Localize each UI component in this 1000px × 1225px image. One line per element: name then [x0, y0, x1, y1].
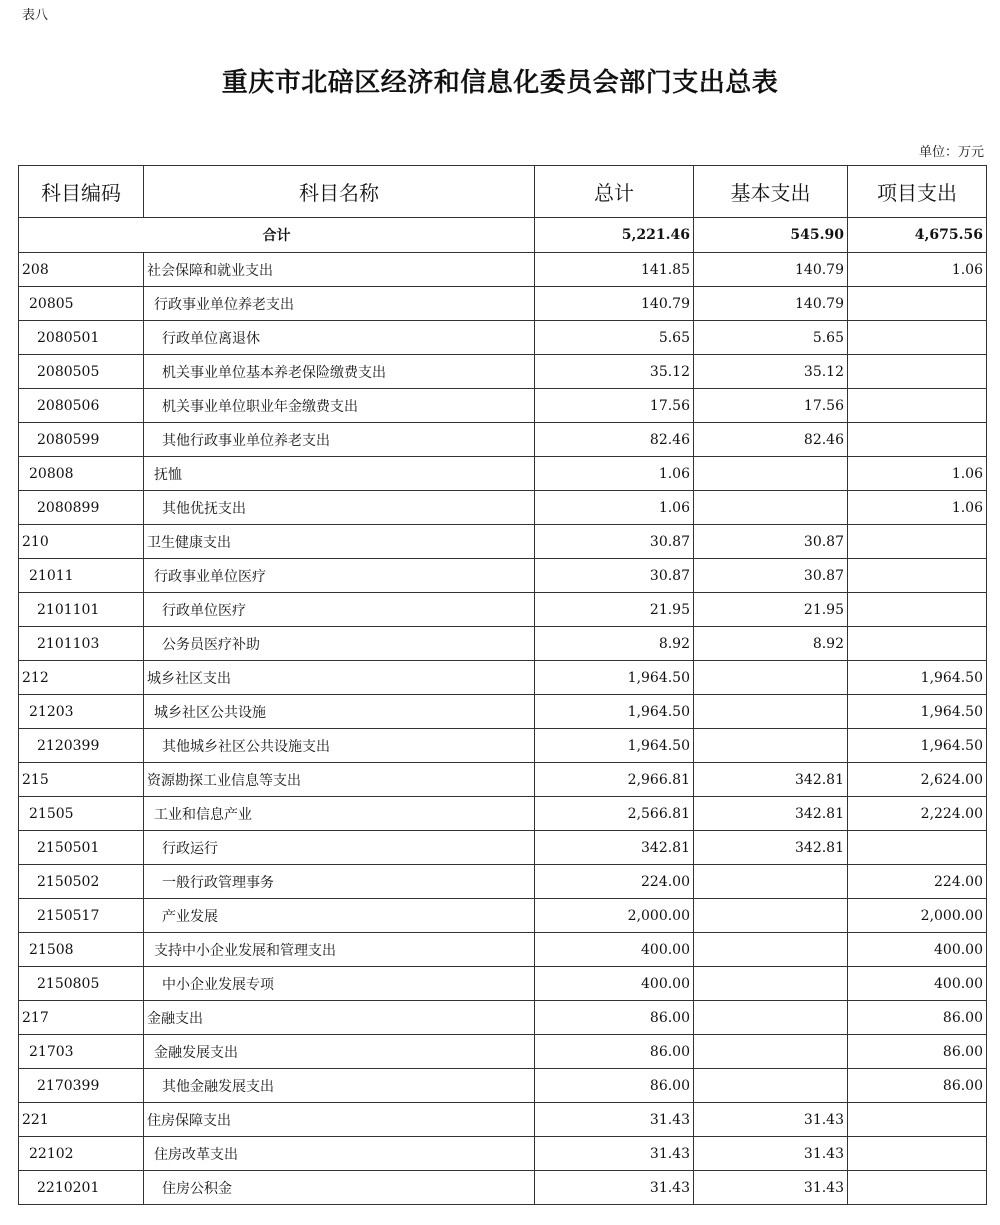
cell-basic	[694, 1035, 848, 1069]
cell-basic: 31.43	[694, 1171, 848, 1205]
cell-project: 86.00	[848, 1001, 987, 1035]
cell-code: 2150805	[19, 967, 144, 1001]
table-row	[19, 627, 987, 661]
cell-project	[848, 525, 987, 559]
cell-project	[848, 321, 987, 355]
cell-basic	[694, 1069, 848, 1103]
cell-total: 31.43	[535, 1103, 694, 1137]
table-row	[19, 1069, 987, 1103]
table-row	[19, 763, 987, 797]
cell-code: 2120399	[19, 729, 144, 763]
table-row	[19, 525, 987, 559]
cell-project: 86.00	[848, 1069, 987, 1103]
cell-total: 86.00	[535, 1035, 694, 1069]
cell-project: 1.06	[848, 457, 987, 491]
cell-total: 30.87	[535, 559, 694, 593]
cell-basic	[694, 865, 848, 899]
cell-total: 86.00	[535, 1001, 694, 1035]
cell-basic: 35.12	[694, 355, 848, 389]
cell-project: 1.06	[848, 253, 987, 287]
cell-name: 卫生健康支出	[144, 525, 535, 559]
table-row	[19, 559, 987, 593]
cell-name: 行政事业单位医疗	[144, 559, 535, 593]
cell-total: 2,000.00	[535, 899, 694, 933]
cell-code: 21011	[19, 559, 144, 593]
cell-name: 一般行政管理事务	[144, 865, 535, 899]
cell-basic	[694, 661, 848, 695]
cell-code: 2101103	[19, 627, 144, 661]
cell-name: 城乡社区公共设施	[144, 695, 535, 729]
expenditure-table	[18, 165, 987, 1205]
document-title: 重庆市北碚区经济和信息化委员会部门支出总表	[221, 68, 779, 98]
total-row	[19, 218, 987, 253]
cell-basic	[694, 729, 848, 763]
cell-basic: 5.65	[694, 321, 848, 355]
cell-basic	[694, 933, 848, 967]
cell-total: 1.06	[535, 491, 694, 525]
cell-project: 2,624.00	[848, 763, 987, 797]
cell-project	[848, 1103, 987, 1137]
cell-code: 2080506	[19, 389, 144, 423]
cell-code: 208	[19, 253, 144, 287]
total-sum: 5,221.46	[535, 218, 694, 253]
cell-code: 20805	[19, 287, 144, 321]
cell-code: 2150517	[19, 899, 144, 933]
total-label: 合计	[19, 218, 535, 253]
table-row	[19, 933, 987, 967]
cell-basic	[694, 899, 848, 933]
cell-project: 400.00	[848, 967, 987, 1001]
cell-code: 2170399	[19, 1069, 144, 1103]
cell-basic: 342.81	[694, 797, 848, 831]
cell-basic	[694, 491, 848, 525]
cell-code: 2210201	[19, 1171, 144, 1205]
cell-name: 社会保障和就业支出	[144, 253, 535, 287]
cell-total: 400.00	[535, 967, 694, 1001]
cell-basic: 342.81	[694, 763, 848, 797]
cell-basic: 30.87	[694, 525, 848, 559]
header-code: 科目编码	[19, 166, 144, 218]
table-row	[19, 287, 987, 321]
cell-total: 5.65	[535, 321, 694, 355]
cell-code: 215	[19, 763, 144, 797]
cell-basic: 31.43	[694, 1137, 848, 1171]
table-row	[19, 797, 987, 831]
cell-name: 中小企业发展专项	[144, 967, 535, 1001]
cell-name: 其他优抚支出	[144, 491, 535, 525]
cell-project: 2,224.00	[848, 797, 987, 831]
cell-project: 1,964.50	[848, 661, 987, 695]
table-number-label: 表八	[22, 8, 49, 23]
total-basic: 545.90	[694, 218, 848, 253]
cell-code: 21703	[19, 1035, 144, 1069]
cell-project	[848, 355, 987, 389]
cell-name: 住房改革支出	[144, 1137, 535, 1171]
cell-basic: 30.87	[694, 559, 848, 593]
table-row	[19, 1137, 987, 1171]
cell-code: 21508	[19, 933, 144, 967]
cell-name: 工业和信息产业	[144, 797, 535, 831]
cell-total: 140.79	[535, 287, 694, 321]
cell-code: 2080505	[19, 355, 144, 389]
cell-name: 住房保障支出	[144, 1103, 535, 1137]
cell-basic	[694, 695, 848, 729]
header-basic: 基本支出	[694, 166, 848, 218]
unit-label: 单位：万元	[918, 145, 984, 160]
header-total: 总计	[535, 166, 694, 218]
cell-project	[848, 389, 987, 423]
cell-code: 2080599	[19, 423, 144, 457]
table-row	[19, 355, 987, 389]
cell-basic	[694, 457, 848, 491]
cell-project: 400.00	[848, 933, 987, 967]
cell-total: 82.46	[535, 423, 694, 457]
header-project: 项目支出	[848, 166, 987, 218]
table-row	[19, 1035, 987, 1069]
cell-total: 1,964.50	[535, 661, 694, 695]
cell-project	[848, 287, 987, 321]
table-row	[19, 695, 987, 729]
cell-name: 行政事业单位养老支出	[144, 287, 535, 321]
cell-total: 1,964.50	[535, 729, 694, 763]
table-row	[19, 729, 987, 763]
table-row	[19, 1103, 987, 1137]
cell-total: 17.56	[535, 389, 694, 423]
cell-project	[848, 831, 987, 865]
cell-project: 2,000.00	[848, 899, 987, 933]
cell-name: 机关事业单位职业年金缴费支出	[144, 389, 535, 423]
table-row	[19, 865, 987, 899]
cell-name: 其他城乡社区公共设施支出	[144, 729, 535, 763]
cell-project	[848, 593, 987, 627]
cell-name: 行政运行	[144, 831, 535, 865]
cell-basic: 140.79	[694, 253, 848, 287]
cell-code: 2101101	[19, 593, 144, 627]
cell-name: 其他金融发展支出	[144, 1069, 535, 1103]
cell-basic: 31.43	[694, 1103, 848, 1137]
table-row	[19, 253, 987, 287]
cell-name: 行政单位医疗	[144, 593, 535, 627]
cell-total: 8.92	[535, 627, 694, 661]
cell-total: 342.81	[535, 831, 694, 865]
cell-name: 公务员医疗补助	[144, 627, 535, 661]
table-row	[19, 899, 987, 933]
cell-code: 2150502	[19, 865, 144, 899]
header-name: 科目名称	[144, 166, 535, 218]
header-row	[19, 166, 987, 218]
cell-name: 资源勘探工业信息等支出	[144, 763, 535, 797]
cell-code: 2080899	[19, 491, 144, 525]
cell-name: 城乡社区支出	[144, 661, 535, 695]
cell-project	[848, 423, 987, 457]
cell-code: 2080501	[19, 321, 144, 355]
table-row	[19, 423, 987, 457]
total-project: 4,675.56	[848, 218, 987, 253]
cell-code: 22102	[19, 1137, 144, 1171]
cell-name: 其他行政事业单位养老支出	[144, 423, 535, 457]
cell-total: 1,964.50	[535, 695, 694, 729]
cell-code: 212	[19, 661, 144, 695]
cell-project	[848, 627, 987, 661]
table-row	[19, 1001, 987, 1035]
cell-name: 行政单位离退休	[144, 321, 535, 355]
cell-total: 21.95	[535, 593, 694, 627]
cell-project: 1.06	[848, 491, 987, 525]
cell-project: 1,964.50	[848, 729, 987, 763]
cell-basic: 82.46	[694, 423, 848, 457]
cell-basic: 17.56	[694, 389, 848, 423]
cell-code: 21203	[19, 695, 144, 729]
cell-name: 产业发展	[144, 899, 535, 933]
cell-name: 抚恤	[144, 457, 535, 491]
cell-code: 221	[19, 1103, 144, 1137]
cell-code: 20808	[19, 457, 144, 491]
cell-basic: 342.81	[694, 831, 848, 865]
cell-project	[848, 559, 987, 593]
cell-total: 400.00	[535, 933, 694, 967]
cell-total: 31.43	[535, 1137, 694, 1171]
cell-code: 210	[19, 525, 144, 559]
cell-total: 31.43	[535, 1171, 694, 1205]
cell-basic: 140.79	[694, 287, 848, 321]
table-row	[19, 457, 987, 491]
cell-project: 86.00	[848, 1035, 987, 1069]
table-row	[19, 491, 987, 525]
cell-name: 住房公积金	[144, 1171, 535, 1205]
cell-project	[848, 1137, 987, 1171]
table-row	[19, 1171, 987, 1205]
cell-total: 2,566.81	[535, 797, 694, 831]
cell-total: 2,966.81	[535, 763, 694, 797]
cell-name: 金融支出	[144, 1001, 535, 1035]
cell-code: 21505	[19, 797, 144, 831]
cell-total: 224.00	[535, 865, 694, 899]
cell-total: 86.00	[535, 1069, 694, 1103]
table-row	[19, 661, 987, 695]
table-row	[19, 831, 987, 865]
table-row	[19, 389, 987, 423]
cell-basic	[694, 1001, 848, 1035]
cell-name: 支持中小企业发展和管理支出	[144, 933, 535, 967]
cell-code: 2150501	[19, 831, 144, 865]
cell-total: 141.85	[535, 253, 694, 287]
cell-total: 30.87	[535, 525, 694, 559]
cell-total: 1.06	[535, 457, 694, 491]
cell-basic	[694, 967, 848, 1001]
table-row	[19, 321, 987, 355]
cell-name: 金融发展支出	[144, 1035, 535, 1069]
cell-name: 机关事业单位基本养老保险缴费支出	[144, 355, 535, 389]
cell-total: 35.12	[535, 355, 694, 389]
cell-basic: 8.92	[694, 627, 848, 661]
cell-project: 224.00	[848, 865, 987, 899]
cell-code: 217	[19, 1001, 144, 1035]
cell-project	[848, 1171, 987, 1205]
table-row	[19, 967, 987, 1001]
cell-project: 1,964.50	[848, 695, 987, 729]
table-row	[19, 593, 987, 627]
cell-basic: 21.95	[694, 593, 848, 627]
